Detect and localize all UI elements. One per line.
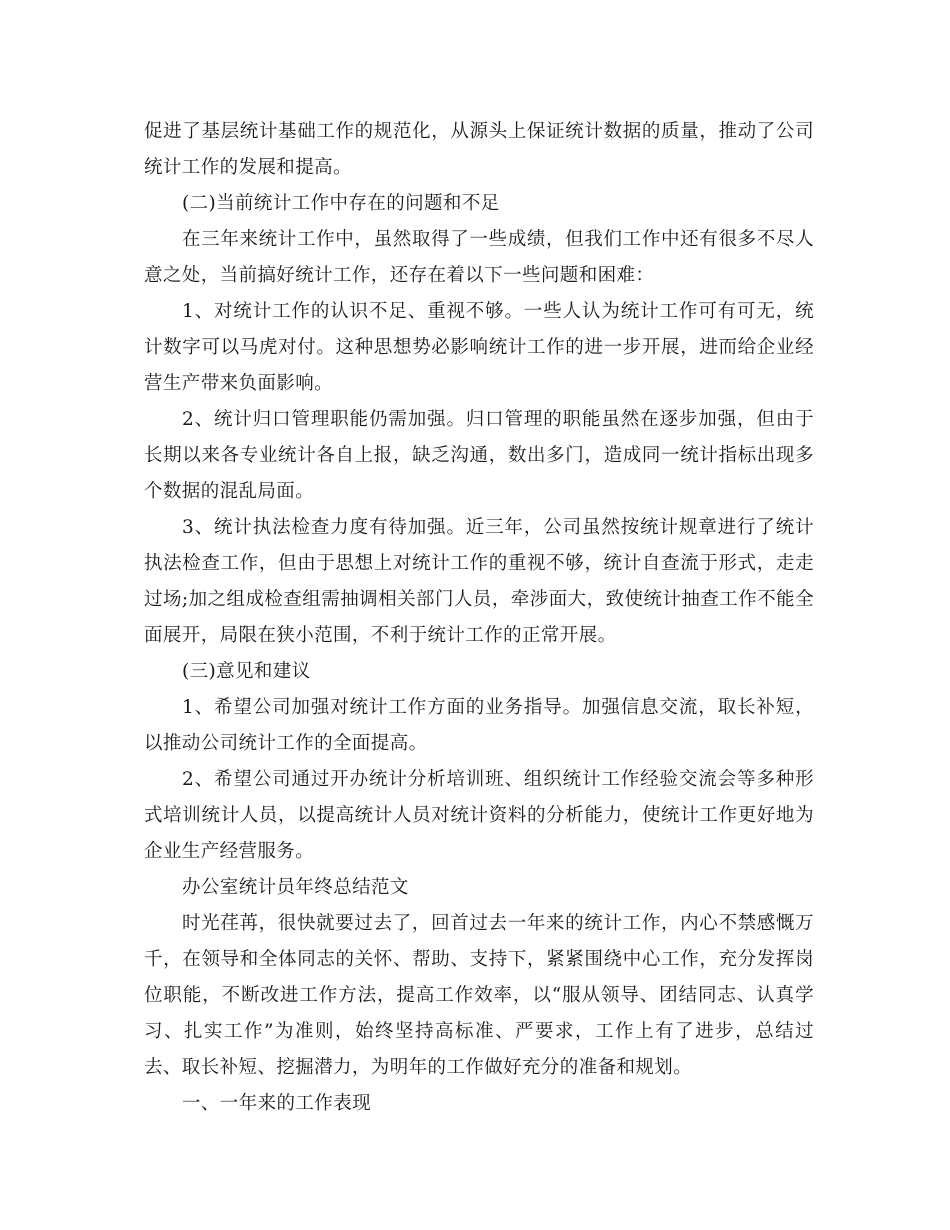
paragraph-opening: 时光荏苒，很快就要过去了，回首过去一年来的统计工作，内心不禁感慨万千，在领导和全体同志的关怀、帮助、支持下，紧紧围绕中心工作，充分发挥岗位职能，不断改进工作方法，提高工作效率，以“服从领导、团结同志、认真学习、扎实工作”为准则，始终坚持高标准、严要求，工作上有了进步，总结过去、取长补短、挖掘潜力，为明年的工作做好充分的准备和规划。	[144, 913, 814, 1078]
paragraph-suggestion-2: 2、希望公司通过开办统计分析培训班、组织统计工作经验交流会等多种形式培训统计人员，以提高统计人员对统计资料的分析能力，使统计工作更好地为企业生产经营服务。	[144, 769, 814, 862]
section-heading-problems: (二)当前统计工作中存在的问题和不足	[182, 193, 500, 214]
section-heading-suggestions: (三)意见和建议	[182, 661, 311, 682]
article-title: 办公室统计员年终总结范文	[182, 877, 409, 898]
paragraph-suggestion-1: 1、希望公司加强对统计工作方面的业务指导。加强信息交流，取长补短，以推动公司统计工作的全面提高。	[144, 697, 814, 754]
section-heading-performance: 一、一年来的工作表现	[182, 1093, 372, 1114]
paragraph-problem-2: 2、统计归口管理职能仍需加强。归口管理的职能虽然在逐步加强，但由于长期以来各专业统计各自上报，缺乏沟通，数出多门，造成同一统计指标出现多个数据的混乱局面。	[144, 409, 814, 502]
paragraph-continuation: 促进了基层统计基础工作的规范化，从源头上保证统计数据的质量，推动了公司统计工作的发展和提高。	[144, 121, 814, 178]
paragraph-intro-problems: 在三年来统计工作中，虽然取得了一些成绩，但我们工作中还有很多不尽人意之处，当前搞好统计工作，还存在着以下一些问题和困难：	[144, 229, 814, 286]
paragraph-problem-1: 1、对统计工作的认识不足、重视不够。一些人认为统计工作可有可无，统计数字可以马虎对付。这种思想势必影响统计工作的进一步开展，进而给企业经营生产带来负面影响。	[144, 301, 814, 394]
paragraph-problem-3: 3、统计执法检查力度有待加强。近三年，公司虽然按统计规章进行了统计执法检查工作，但由于思想上对统计工作的重视不够，统计自查流于形式，走走过场;加之组成检查组需抽调相关部门人员，牵涉面大，致使统计抽查工作不能全面展开，局限在狭小范围，不利于统计工作的正常开展。	[144, 517, 814, 646]
document-body	[144, 114, 814, 1122]
